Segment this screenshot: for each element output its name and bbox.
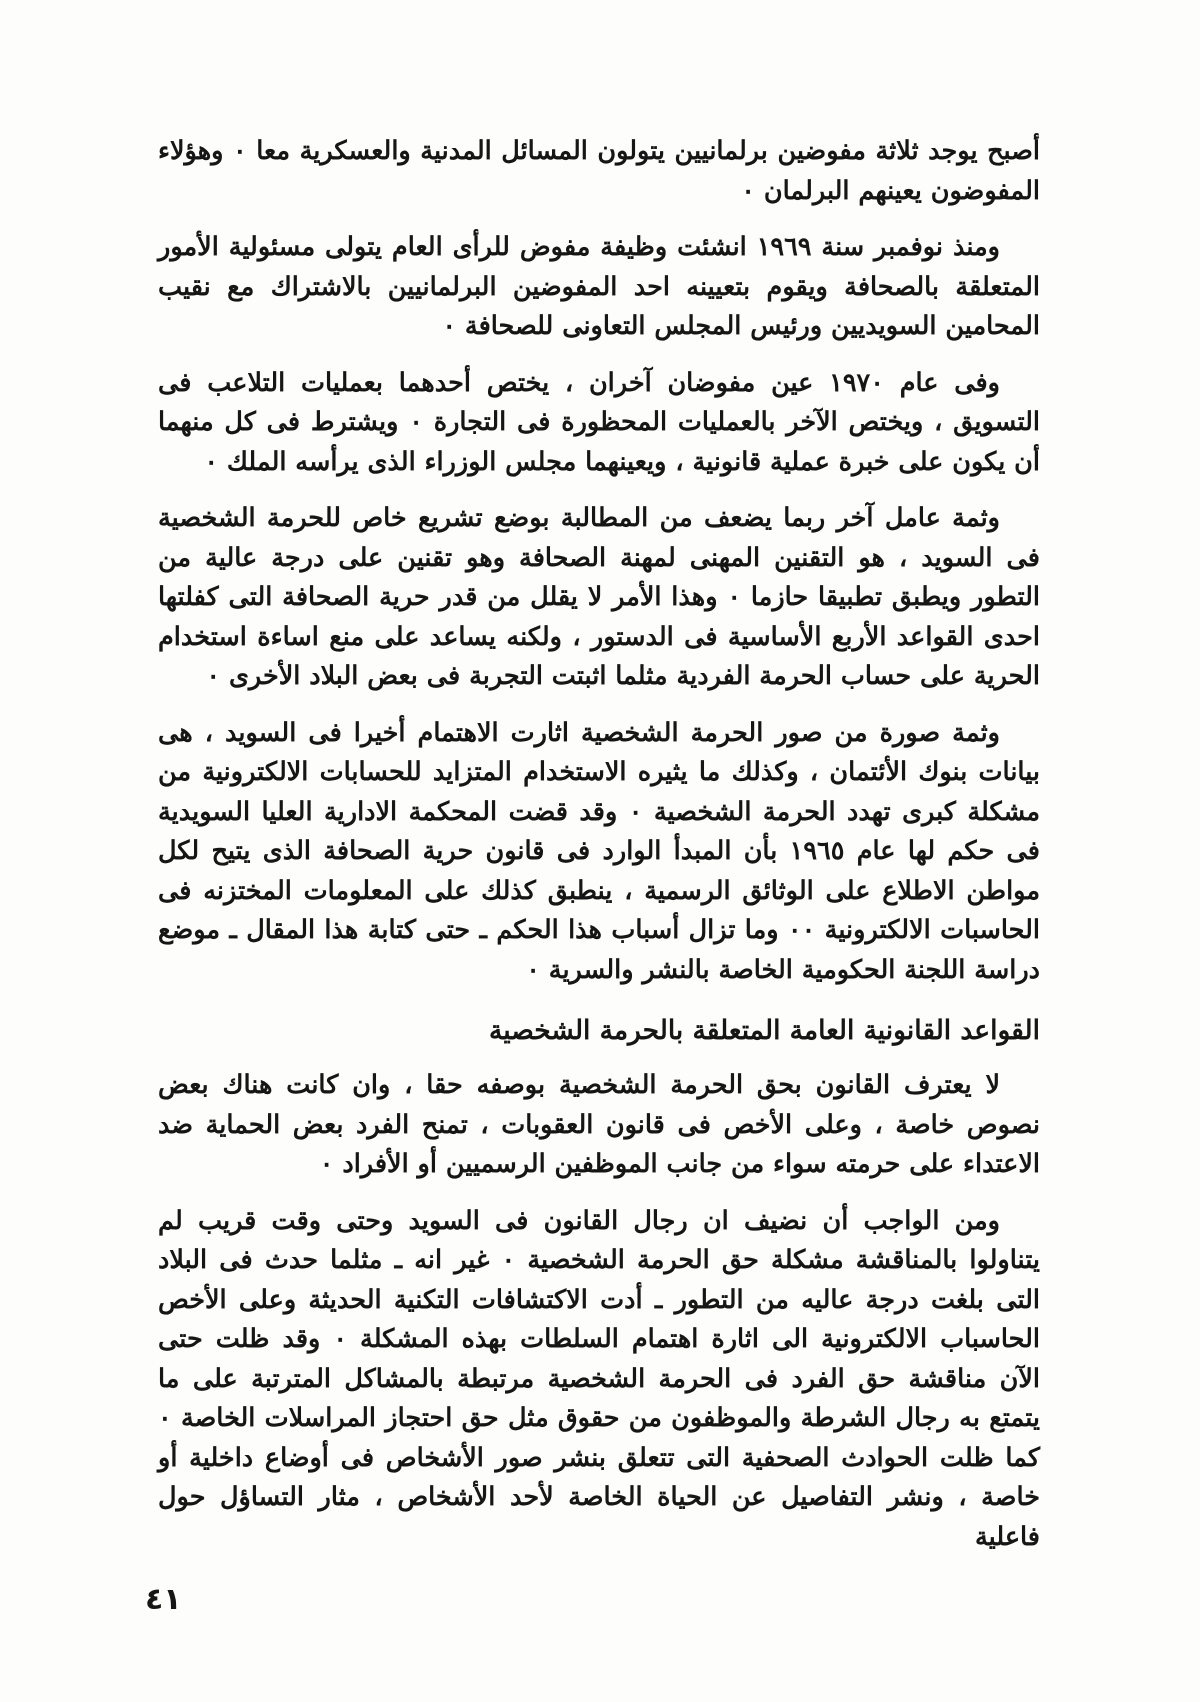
section-heading: القواعد القانونية العامة المتعلقة بالحرمة الشخصية (489, 1015, 1040, 1046)
paragraph: لا يعترف القانون بحق الحرمة الشخصية بوصفه حقا ، وان كانت هناك بعض نصوص خاصة ، وعلى الأخص فى قانون العقوبات ، تمنح الفرد بعض الحماية ضد الاعتداء على حرمته سواء من جانب الموظفين الرسميين أو الأفراد ٠ (158, 1070, 1040, 1179)
paragraph: وفى عام ١٩٧٠ عين مفوضان آخران ، يختص أحدهما بعمليات التلاعب فى التسويق ، ويختص الآخر بالعمليات المحظورة فى التجارة ٠ ويشترط فى كل منهما أن يكون على خبرة عملية قانونية ، ويعينهما مجلس الوزراء الذى يرأسه الملك ٠ (158, 367, 1040, 477)
paragraph: وثمة عامل آخر ربما يضعف من المطالبة بوضع تشريع خاص للحرمة الشخصية فى السويد ، هو التقنين المهنى لمهنة الصحافة وهو تقنين على درجة عالية من التطور ويطبق تطبيقا حازما ٠ وهذا الأمر لا يقلل من قدر حرية الصحافة التى كفلتها احدى القواعد الأربع الأساسية فى الدستور ، ولكنه يساعد على منع اساءة استخدام الحرية على حساب الحرمة الفردية مثلما اثبتت التجربة فى بعض البلاد الأخرى ٠ (158, 503, 1040, 691)
paragraph-continuation: أصبح يوجد ثلاثة مفوضين برلمانيين يتولون المسائل المدنية والعسكرية معا ٠ وهؤلاء المفوضون يعينهم البرلمان ٠ (158, 136, 1040, 206)
text-column (158, 132, 1040, 1574)
paragraph: ومن الواجب أن نضيف ان رجال القانون فى السويد وحتى وقت قريب لم يتناولوا بالمناقشة مشكلة حق الحرمة الشخصية ٠ غير انه ـ مثلما حدث فى البلاد التى بلغت درجة عاليه من التطور ـ أدت الاكتشافات التكنية الحديثة وعلى الأخص الحاسباب الالكترونية الى اثارة اهتمام السلطات بهذه المشكلة ٠ وقد ظلت حتى الآن مناقشة حق الفرد فى الحرمة الشخصية مرتبطة بالمشاكل المترتبة على ما يتمتع به رجال الشرطة والموظفون من حقوق مثل حق احتجاز المراسلات الخاصة ٠ كما ظلت الحوادث الصحفية التى تتعلق بنشر صور الأشخاص فى أوضاع داخلية أو خاصة ، ونشر التفاصيل عن الحياة الخاصة لأحد الأشخاص ، مثار التساؤل حول فاعلية (158, 1205, 1041, 1552)
paragraph: ومنذ نوفمبر سنة ١٩٦٩ انشئت وظيفة مفوض للرأى العام يتولى مسئولية الأمور المتعلقة بالصحافة ويقوم بتعيينه احد المفوضين البرلمانيين بالاشتراك مع نقيب المحامين السويديين ورئيس المجلس التعاونى للصحافة ٠ (158, 232, 1040, 341)
page-number: ٤١ (145, 1582, 182, 1617)
paragraph: وثمة صورة من صور الحرمة الشخصية اثارت الاهتمام أخيرا فى السويد ، هى بيانات بنوك الأئتمان ، وكذلك ما يثيره الاستخدام المتزايد للحسابات الالكترونية من مشكلة كبرى تهدد الحرمة الشخصية ٠ وقد قضت المحكمة الادارية العليا السويدية فى حكم لها عام ١٩٦٥ بأن المبدأ الوارد فى قانون حرية الصحافة الذى يتيح لكل مواطن الاطلاع على الوثائق الرسمية ، ينطبق كذلك على المعلومات المختزنه فى الحاسبات الالكترونية ٠٠ وما تزال أسباب هذا الحكم ـ حتى كتابة هذا المقال ـ موضع دراسة اللجنة الحكومية الخاصة بالنشر والسرية ٠ (158, 717, 1040, 985)
